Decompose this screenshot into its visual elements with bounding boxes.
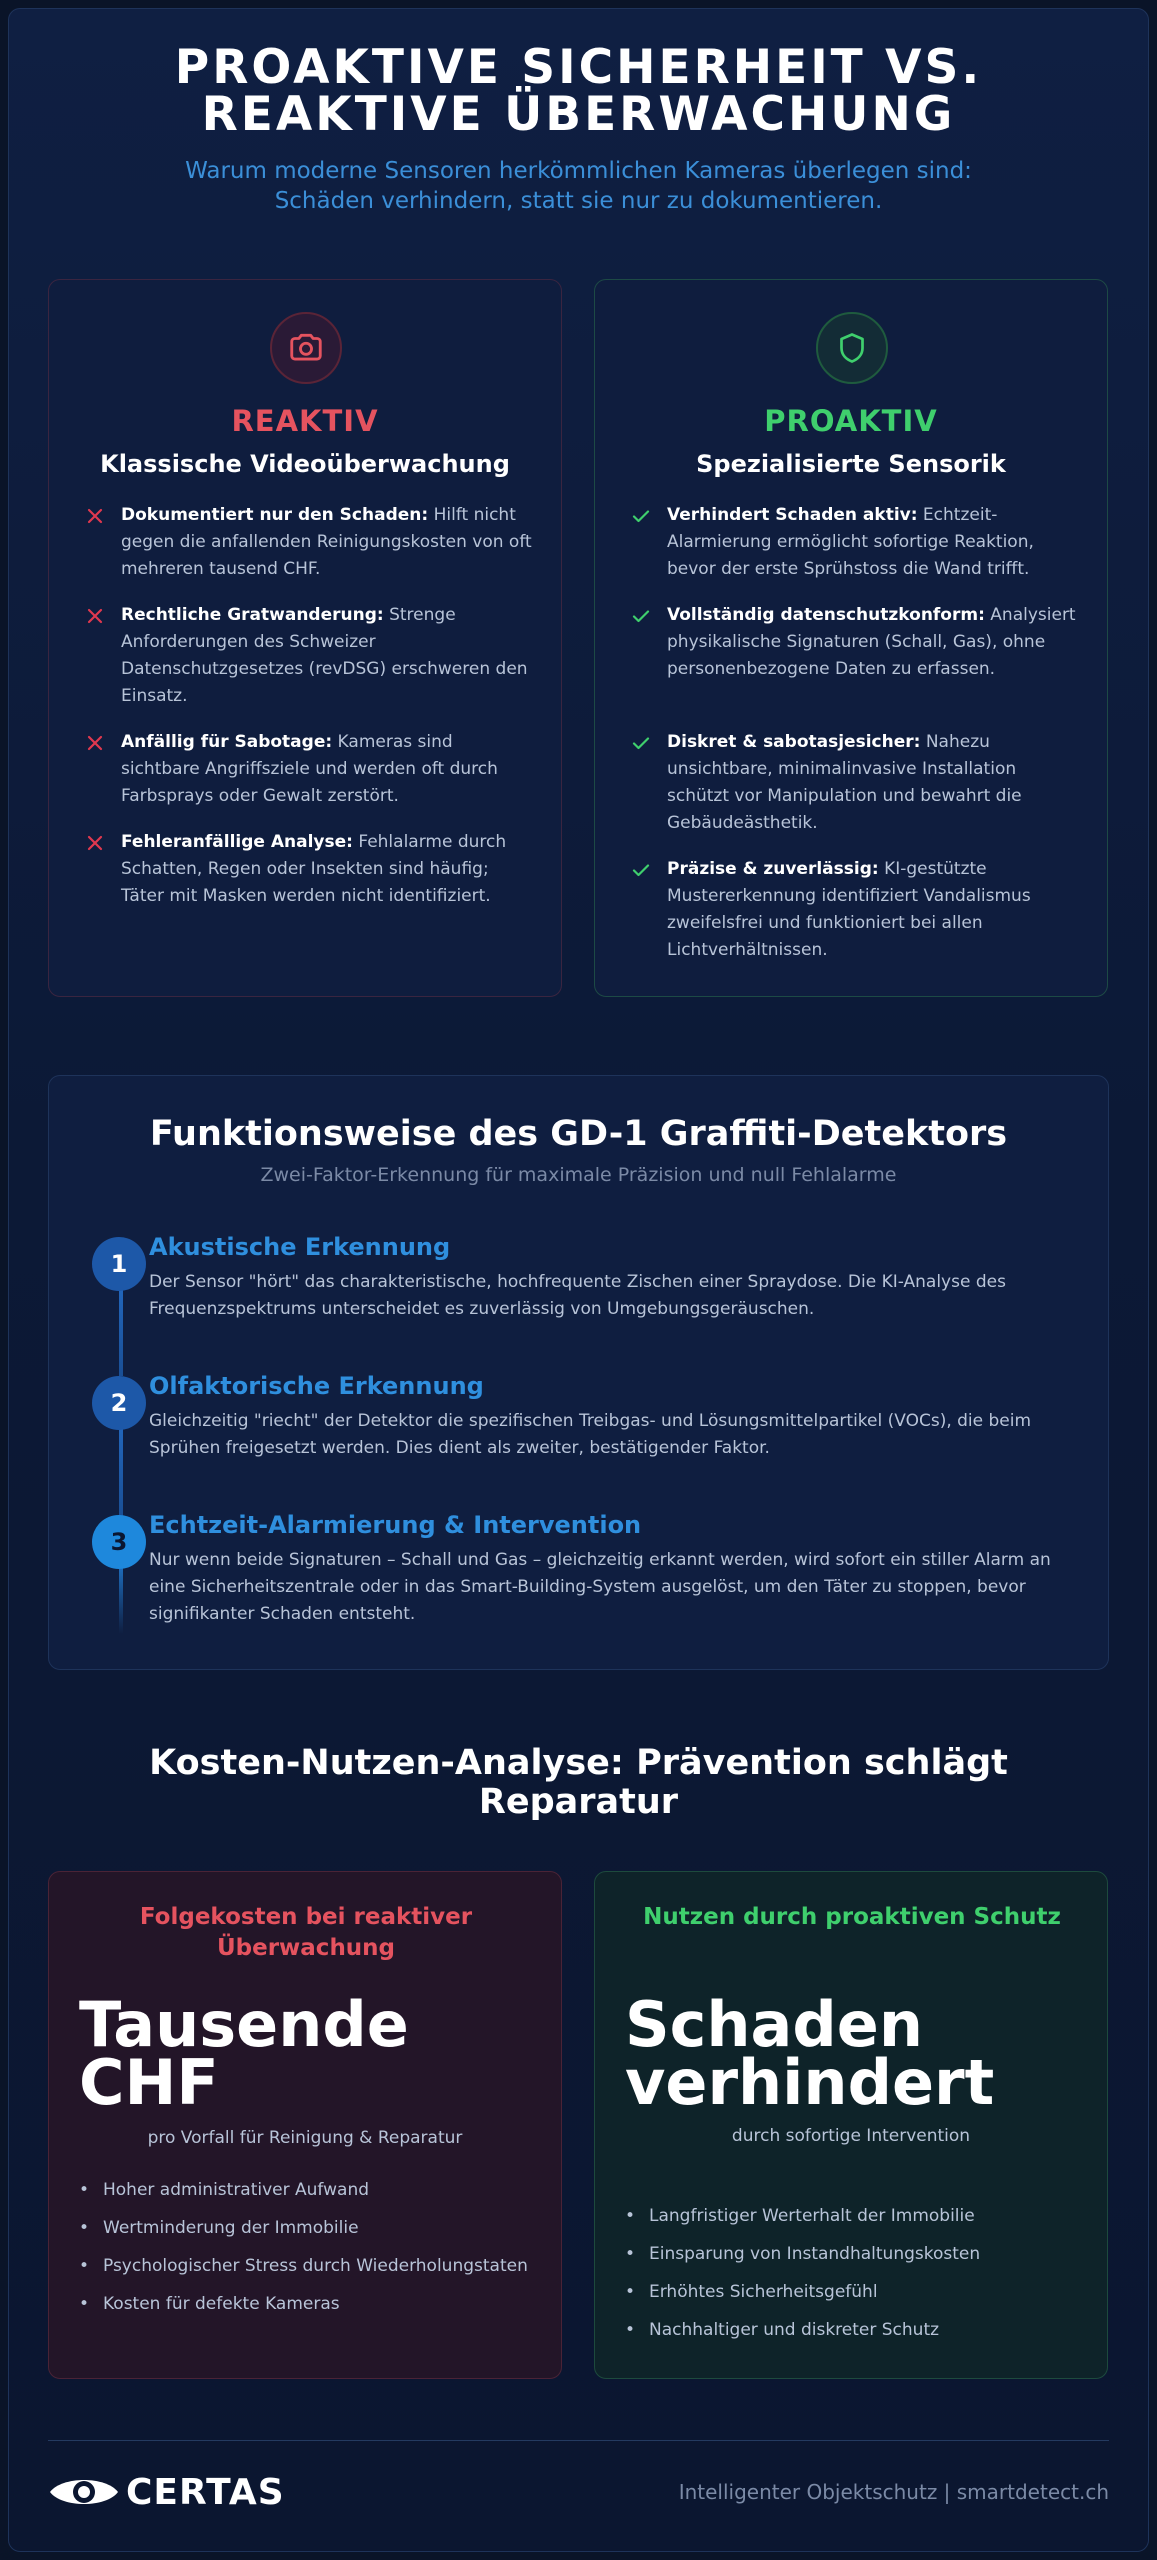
list-item: • Hoher administrativer Aufwand <box>79 2177 529 2204</box>
benefit-heading: Nutzen durch proaktiven Schutz <box>643 1904 1061 1930</box>
cost-card <box>48 1871 562 2379</box>
step-text: Der Sensor "hört" das charakteristische, hochfrequente Zischen einer Spraydose. Die KI-Analyse des Frequenzspektrums unterscheidet es zuverlässig von Umgebungsgeräuschen. <box>149 1272 1006 1319</box>
benefit-list <box>625 2203 1075 2355</box>
cost-headline-line-1: Tausende <box>79 1988 409 2061</box>
camera-icon <box>270 312 342 384</box>
benefit-card <box>594 1871 1108 2379</box>
step-connector <box>119 1424 123 1516</box>
point-title: Anfällig für Sabotage: <box>121 732 333 752</box>
page-title <box>0 40 1157 142</box>
logo <box>48 2468 285 2516</box>
point-text: Echtzeit-Alarmierung ermöglicht sofortige Reaktion, bevor der erste Sprühstoss die Wand trifft. <box>667 505 1034 579</box>
step-number: 2 <box>92 1376 146 1430</box>
reactive-heading: Klassische Videoüberwachung <box>100 450 510 478</box>
benefit-headline-line-1: Schaden <box>625 1988 923 2061</box>
list-item: • Erhöhtes Sicherheitsgefühl <box>625 2279 1075 2306</box>
how-subtitle: Zwei-Faktor-Erkennung für maximale Präzision und null Fehlalarme <box>260 1164 897 1186</box>
point-title: Rechtliche Gratwanderung: <box>121 605 384 625</box>
check-icon <box>629 731 653 755</box>
logo-text: CERTAS <box>126 2471 285 2513</box>
list-item: • Psychologischer Stress durch Wiederholungstaten <box>79 2253 529 2280</box>
cost-heading: Folgekosten bei reaktiver Überwachung <box>139 1904 473 1961</box>
page-subtitle: Warum moderne Sensoren herkömmlichen Kameras überlegen sind: Schäden verhindern, statt sie nur zu dokumentieren. <box>185 158 972 214</box>
benefit-headline-line-2: verhindert <box>625 2046 995 2119</box>
cost-caption: pro Vorfall für Reinigung & Reparatur <box>147 2128 463 2148</box>
point-title: Diskret & sabotasjesicher: <box>667 732 921 752</box>
title-line-2: REAKTIVE ÜBERWACHUNG <box>201 87 956 142</box>
how-it-works-section <box>48 1075 1109 1670</box>
check-icon <box>629 604 653 628</box>
point-text: Nahezu unsichtbare, minimalinvasive Installation schützt vor Manipulation und bewahrt die Gebäudeästhetik. <box>667 732 1022 833</box>
shield-icon <box>816 312 888 384</box>
check-icon <box>629 858 653 882</box>
eye-icon <box>48 2471 120 2513</box>
step-text: Gleichzeitig "riecht" der Detektor die spezifischen Treibgas- und Lösungsmittelpartikel (VOCs), die beim Sprühen freigesetzt werden. Dies dient als zweiter, bestätigender Faktor. <box>149 1411 1032 1458</box>
cost-headline <box>79 1988 539 2119</box>
point-text: Fehlalarme durch Schatten, Regen oder Insekten sind häufig; Täter mit Masken werden nicht identifiziert. <box>121 832 507 906</box>
step-connector <box>119 1564 123 1634</box>
footer-divider <box>48 2440 1109 2441</box>
x-icon <box>83 831 107 855</box>
list-item: • Wertminderung der Immobilie <box>79 2215 529 2242</box>
x-icon <box>83 604 107 628</box>
step-title: Olfaktorische Erkennung <box>149 1372 484 1400</box>
point-text: Hilft nicht gegen die anfallenden Reinigungskosten von oft mehreren tausend CHF. <box>121 505 532 579</box>
proactive-card <box>594 279 1108 997</box>
point-text: Analysiert physikalische Signaturen (Schall, Gas), ohne personenbezogene Daten zu erfassen. <box>667 605 1076 679</box>
cost-benefit-title: Kosten-Nutzen-Analyse: Prävention schlägt Reparatur <box>149 1743 1008 1822</box>
cost-list <box>79 2177 529 2329</box>
x-icon <box>83 504 107 528</box>
step-connector <box>119 1286 123 1376</box>
title-line-1: PROAKTIVE SICHERHEIT VS. <box>174 40 983 95</box>
cost-headline-line-2: CHF <box>79 2046 219 2119</box>
point-title: Fehleranfällige Analyse: <box>121 832 353 852</box>
reactive-kicker: REAKTIV <box>231 404 379 438</box>
point-title: Präzise & zuverlässig: <box>667 859 879 879</box>
x-icon <box>83 731 107 755</box>
benefit-caption: durch sofortige Intervention <box>731 2126 971 2146</box>
point-title: Vollständig datenschutzkonform: <box>667 605 985 625</box>
step-title: Echtzeit-Alarmierung & Intervention <box>149 1511 642 1539</box>
list-item: • Langfristiger Werterhalt der Immobilie <box>625 2203 1075 2230</box>
point-title: Dokumentiert nur den Schaden: <box>121 505 429 525</box>
step-title: Akustische Erkennung <box>149 1233 451 1261</box>
point-text: Strenge Anforderungen des Schweizer Datenschutzgesetzes (revDSG) erschweren den Einsatz. <box>121 605 528 706</box>
point-text: KI-gestützte Mustererkennung identifiziert Vandalismus zweifelsfrei und funktioniert bei allen Lichtverhältnissen. <box>667 859 1031 960</box>
reactive-card <box>48 279 562 997</box>
list-item: • Kosten für defekte Kameras <box>79 2291 529 2318</box>
point-title: Verhindert Schaden aktiv: <box>667 505 918 525</box>
how-title: Funktionsweise des GD-1 Graffiti-Detektors <box>149 1114 1008 1154</box>
benefit-headline <box>625 1988 1085 2119</box>
check-icon <box>629 504 653 528</box>
step-number: 3 <box>92 1515 146 1569</box>
point-text: Kameras sind sichtbare Angriffsziele und werden oft durch Farbsprays oder Gewalt zerstört. <box>121 732 498 806</box>
step-number: 1 <box>92 1237 146 1291</box>
proactive-kicker: PROAKTIV <box>764 404 938 438</box>
list-item: • Nachhaltiger und diskreter Schutz <box>625 2317 1075 2344</box>
list-item: • Einsparung von Instandhaltungskosten <box>625 2241 1075 2268</box>
proactive-heading: Spezialisierte Sensorik <box>696 450 1006 478</box>
footer-note: Intelligenter Objektschutz | smartdetect.ch <box>678 2480 1109 2504</box>
step-text: Nur wenn beide Signaturen – Schall und Gas – gleichzeitig erkannt werden, wird sofort ein stiller Alarm an eine Sicherheitszentrale oder in das Smart-Building-System ausgelöst, um den Täter zu stoppen, bevor signifikanter Schaden entsteht. <box>149 1550 1051 1624</box>
